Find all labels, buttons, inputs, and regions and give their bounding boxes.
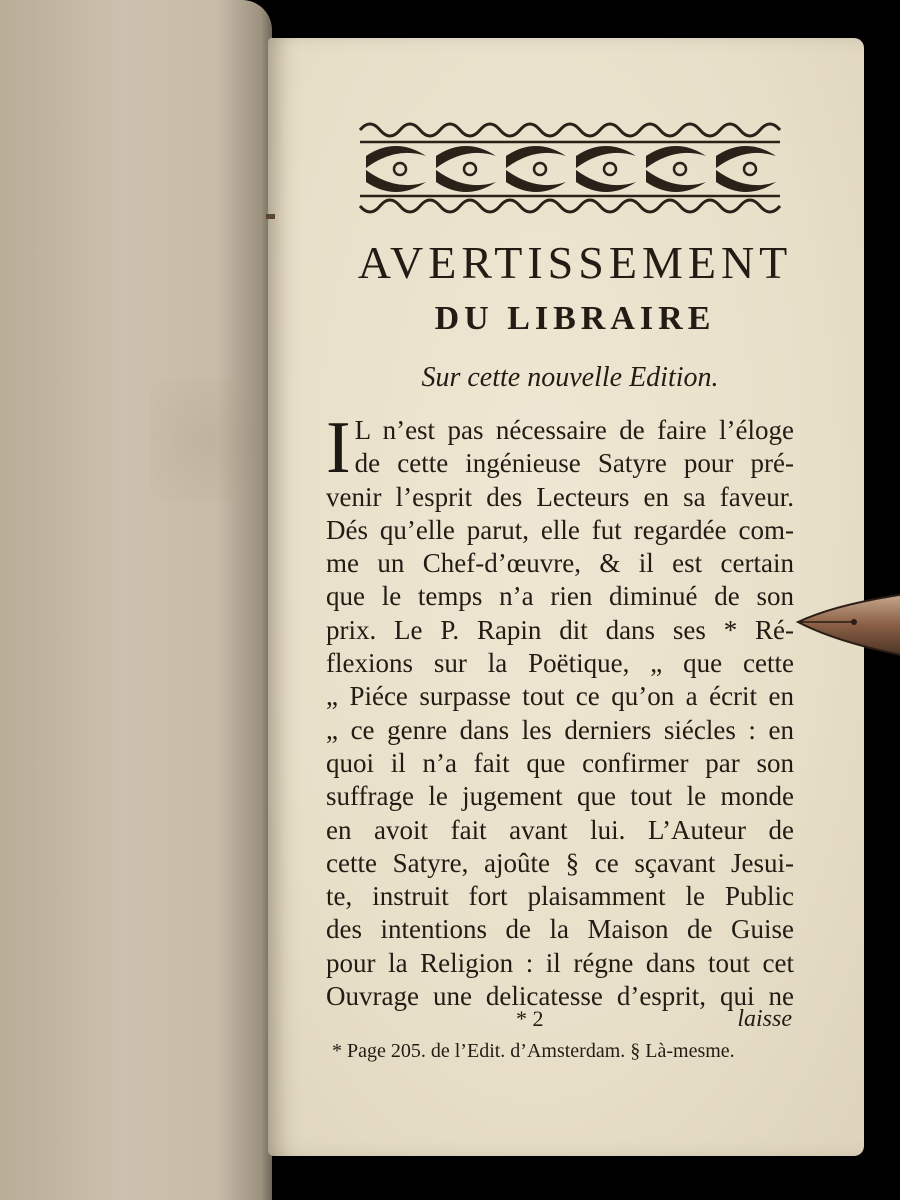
edition-heading: Sur cette nouvelle Edition. xyxy=(421,362,719,393)
text-line: de cette ingénieuse Satyre pour pré- xyxy=(354,448,794,479)
text-line: cette Satyre, ajoûte § ce sçavant Jesui- xyxy=(326,847,794,878)
text-line: des intentions de la Maison de Guise xyxy=(326,914,794,945)
text-line: te, instruit fort plaisamment le Public xyxy=(326,881,794,912)
pen-nib-icon xyxy=(796,592,900,658)
text-line: flexions sur la Poëtique, „ que cette xyxy=(326,648,794,679)
page-tab-mark xyxy=(266,214,275,219)
text-line: en avoit fait avant lui. L’Auteur de xyxy=(326,814,794,845)
body-text xyxy=(326,407,794,1013)
text-line: prix. Le P. Rapin dit dans ses * Ré- xyxy=(326,614,794,645)
text-line: „ ce genre dans les derniers siécles : en xyxy=(326,714,794,745)
left-page xyxy=(0,0,272,1200)
text-line: me un Chef-d’œuvre, & il est certain xyxy=(326,548,794,579)
text-line: pour la Religion : il régne dans tout cet xyxy=(326,947,794,978)
fleuron-headpiece-ornament xyxy=(356,116,784,220)
text-line: quoi il n’a fait que confirmer par son xyxy=(326,747,794,778)
text-line: suffrage le jugement que tout le monde xyxy=(326,781,794,812)
text-line: Dés qu’elle parut, elle fut regardée com- xyxy=(326,514,794,545)
text-line: „ Piéce surpasse tout ce qu’on a écrit en xyxy=(326,681,794,712)
signature-line xyxy=(326,1006,792,1036)
text-line: L n’est pas nécessaire de faire l’éloge xyxy=(354,415,794,445)
text-line: que le temps n’a rien diminué de son xyxy=(326,581,794,612)
signature-mark: * 2 xyxy=(516,1006,544,1031)
page-subtitle: DU LIBRAIRE xyxy=(434,300,716,337)
drop-cap: I xyxy=(326,407,351,489)
text-line: venir l’esprit des Lecteurs en sa faveur. xyxy=(326,481,794,512)
page-title: AVERTISSEMENT xyxy=(357,237,793,288)
footnote: * Page 205. de l’Edit. d’Amsterdam. § Là-mesme. xyxy=(332,1040,735,1062)
text-line: Ouvrage une delicatesse d’esprit, qui ne xyxy=(326,981,794,1012)
catchword: laisse xyxy=(737,1006,792,1032)
